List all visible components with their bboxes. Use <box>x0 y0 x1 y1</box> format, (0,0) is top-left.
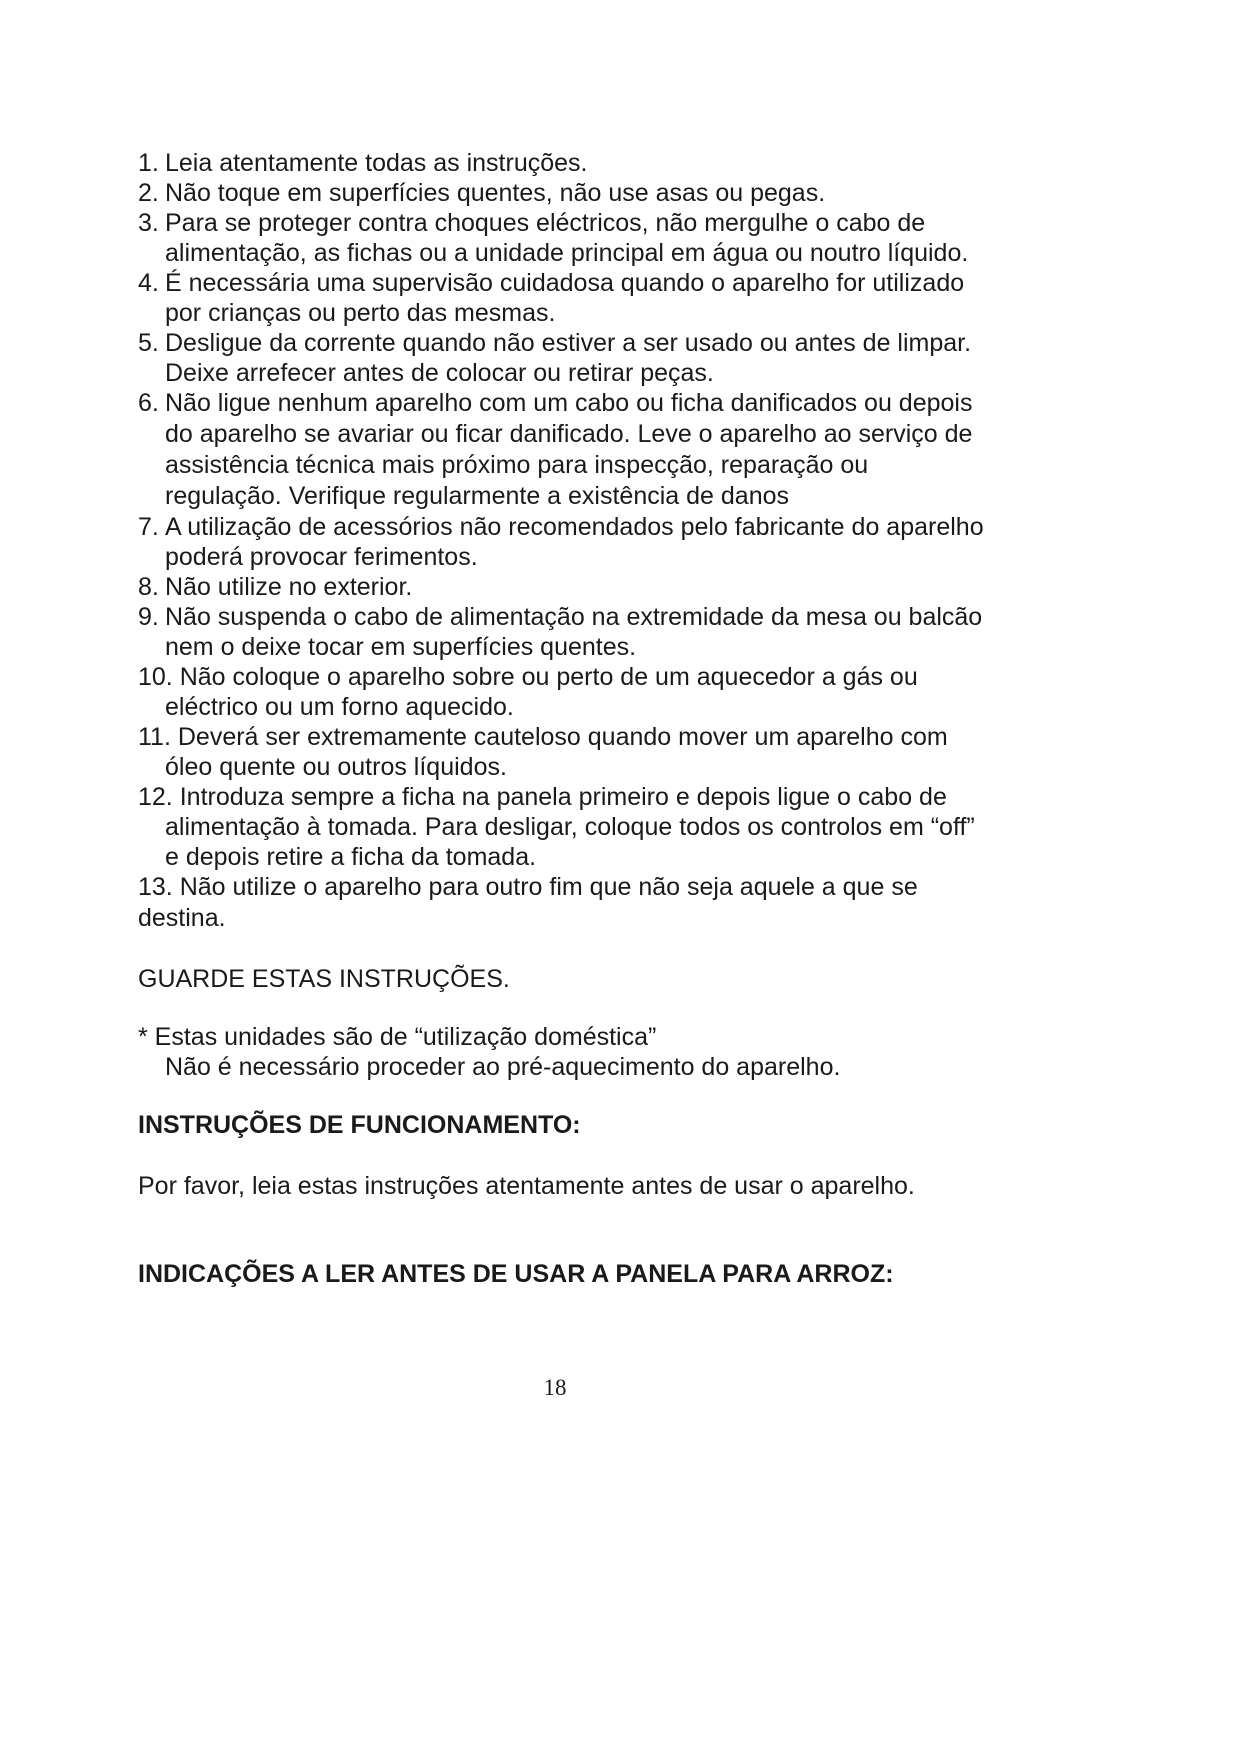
list-item <box>138 602 988 662</box>
item-number: 12. <box>138 783 173 811</box>
item-text: Não utilize no exterior. <box>165 573 413 601</box>
item-number: 11. <box>138 723 171 751</box>
item-number: 9. <box>138 603 159 631</box>
item-text: Deverá ser extremamente cauteloso quando mover um aparelho com óleo quente ou outros líquidos. <box>165 723 948 781</box>
item-text: Não coloque o aparelho sobre ou perto de um aquecedor a gás ou eléctrico ou um forno aquecido. <box>165 663 918 721</box>
list-item <box>138 872 988 934</box>
list-item <box>138 572 988 602</box>
item-text: Desligue da corrente quando não estiver a ser usado ou antes de limpar. Deixe arrefecer antes de colocar ou retirar peças. <box>165 329 972 387</box>
list-item <box>138 722 988 782</box>
domestic-note-line: * Estas unidades são de “utilização doméstica” <box>138 1023 657 1051</box>
item-number: 5. <box>138 329 159 357</box>
page-content <box>138 148 988 1289</box>
domestic-use-note <box>138 1022 988 1082</box>
item-text: Não suspenda o cabo de alimentação na extremidade da mesa ou balcão nem o deixe tocar em superfícies quentes. <box>165 603 983 661</box>
list-item <box>138 662 988 722</box>
list-item <box>138 148 988 178</box>
item-number: 7. <box>138 513 159 541</box>
list-item <box>138 328 988 388</box>
safety-instructions-list <box>138 148 988 934</box>
item-text: Não utilize o aparelho para outro fim que não seja aquele a que se destina. <box>138 873 918 932</box>
item-number: 10. <box>138 663 173 691</box>
item-text: Leia atentamente todas as instruções. <box>165 149 588 177</box>
item-number: 4. <box>138 269 159 297</box>
item-number: 13. <box>138 873 173 901</box>
list-item <box>138 512 988 572</box>
item-number: 8. <box>138 573 159 601</box>
item-text: A utilização de acessórios não recomendados pelo fabricante do aparelho poderá provocar ferimentos. <box>165 513 984 571</box>
list-item <box>138 268 988 328</box>
item-text: Não ligue nenhum aparelho com um cabo ou ficha danificados ou depois do aparelho se avariar ou ficar danificado. Leve o aparelho ao serviço de assistência técnica mais próximo para inspecção, reparação ou regulação. Verifique regularmente a existência de danos <box>165 389 973 510</box>
item-number: 6. <box>138 389 159 417</box>
rice-cooker-heading: INDICAÇÕES A LER ANTES DE USAR A PANELA PARA ARROZ: <box>138 1260 894 1288</box>
item-text: Introduza sempre a ficha na panela primeiro e depois ligue o cabo de alimentação à tomada. Para desligar, coloque todos os controlos em “off” e depois retire a ficha da tomada. <box>165 783 975 871</box>
item-text: É necessária uma supervisão cuidadosa quando o aparelho for utilizado por crianças ou perto das mesmas. <box>165 269 965 327</box>
page-number: 18 <box>543 1375 567 1400</box>
preheat-note-line: Não é necessário proceder ao pré-aquecimento do aparelho. <box>165 1053 841 1081</box>
operating-intro-text: Por favor, leia estas instruções atentamente antes de usar o aparelho. <box>138 1172 915 1200</box>
item-text: Não toque em superfícies quentes, não use asas ou pegas. <box>165 179 826 207</box>
item-number: 2. <box>138 179 159 207</box>
list-item <box>138 388 988 512</box>
item-number: 3. <box>138 209 159 237</box>
item-number: 1. <box>138 149 159 177</box>
list-item <box>138 782 988 872</box>
operating-instructions-heading: INSTRUÇÕES DE FUNCIONAMENTO: <box>138 1111 581 1139</box>
list-item <box>138 208 988 268</box>
save-instructions-note: GUARDE ESTAS INSTRUÇÕES. <box>138 965 510 993</box>
list-item <box>138 178 988 208</box>
item-text: Para se proteger contra choques eléctricos, não mergulhe o cabo de alimentação, as fichas ou a unidade principal em água ou noutro líquido. <box>165 209 969 267</box>
